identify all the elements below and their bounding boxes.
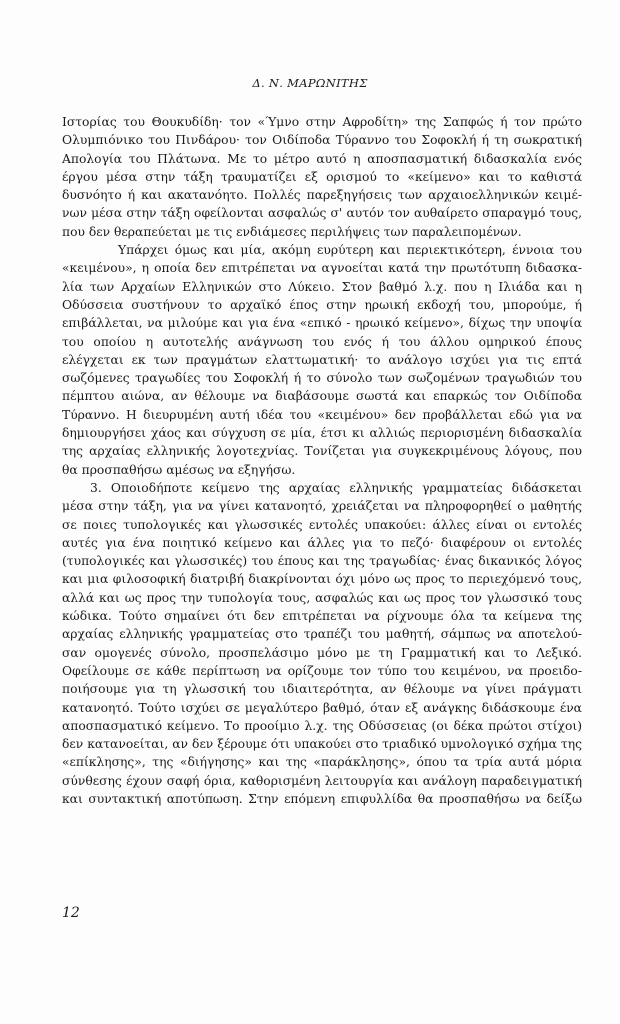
text-line: και συντακτική αποτύπωση. Στην επόμενη επιφυλλίδα θα προσπαθήσω να δείξω	[62, 791, 582, 806]
text-line: «κειμένου», η οποία δεν επιτρέπεται να αγνοείται κατά την πρωτότυπη διδασκα-	[62, 261, 582, 276]
text-line: σωζόμενες τραγωδίες του Σοφοκλή ή το σύνολο των σωζομένων τραγωδιών του	[62, 371, 582, 386]
text-line: αποσπασματικό κείμενο. Το προοίμιο λ.χ. της Οδύσσειας (οι δέκα πρώτοι στίχοι)	[62, 718, 582, 733]
text-line: αλλά και ως προς την τυπολογία τους, ασφαλώς και ως προς τον γλωσσικό τους	[62, 590, 582, 605]
text-line: λία των Αρχαίων Ελληνικών στο Λύκειο. Στον βαθμό λ.χ. που η Ιλιάδα και η	[62, 279, 582, 294]
text-line: Τύραννο. Η διευρυμένη αυτή ιδέα του «κειμένου» δεν προβάλλεται εδώ για να	[62, 407, 582, 422]
text-line: που δεν θεραπεύεται με τις ενδιάμεσες περιλήψεις των παραλειπομένων.	[62, 224, 522, 239]
text-line: κατανοητό. Τούτο ισχύει σε μεγαλύτερο βαθμό, όταν εξ ανάγκης διδάσκουμε ένα	[62, 700, 582, 715]
text-line: Απολογία του Πλάτωνα. Με το μέτρο αυτό η αποσπασματική διδασκαλία ενός	[62, 151, 582, 166]
text-line: ποιήσουμε για τη γλωσσική του ιδιαιτερότητα, αν θέλουμε να γίνει πράγματι	[62, 682, 582, 697]
text-line: Ιστορίας του Θουκυδίδη· τον «Ύμνο στην Αφροδίτη» της Σαπφώς ή τον πρώτο	[62, 115, 582, 129]
text-line: Οδύσσεια συστήνουν το αρχαϊκό έπος στην ηρωική εκδοχή του, μπορούμε, ή	[62, 297, 582, 312]
body-text	[62, 113, 582, 808]
text-line: νων μέσα στην τάξη οφείλονται ασφαλώς σ' αυτόν τον αυθαίρετο σπαραγμό τους,	[62, 206, 582, 221]
text-line: έργου μέσα στην τάξη τραυματίζει εξ ορισμού το «κείμενο» και το καθιστά	[62, 169, 582, 184]
text-line: σύνθεσης έχουν σαφή όρια, καθορισμένη λειτουργία και ανάλογη παραδειγματική	[62, 773, 582, 788]
text-line: κώδικα. Τούτο σημαίνει ότι δεν επιτρέπεται να ρίχνουμε όλα τα κείμενα της	[62, 609, 582, 624]
running-head: Δ. Ν. ΜΑΡΩΝΙΤΗΣ	[252, 76, 368, 90]
text-line: επιβάλλεται, να μιλούμε και για ένα «επικό - ηρωικό κείμενο», δίχως την υποψία	[62, 316, 582, 331]
text-line: ελέγχεται εκ των πραγμάτων ελαττωματική· το ανάλογο ισχύει για τις επτά	[62, 352, 582, 367]
text-line: πέμπτου αιώνα, αν θέλουμε να διαβάσουμε σωστά και επαρκώς τον Οιδίποδα	[62, 389, 582, 404]
text-line: 3. Οποιοδήποτε κείμενο της αρχαίας ελληνικής γραμματείας διδάσκεται	[90, 480, 582, 495]
text-line: του οποίου η αυτοτελής ανάγνωση του ενός ή του άλλου ομηρικού έπους	[62, 334, 582, 349]
text-line: σε ποιες τυπολογικές και γλωσσικές εντολές υπακούει: άλλες είναι οι εντολές	[62, 517, 582, 532]
paragraph-1	[62, 113, 582, 241]
text-line: και μια φιλοσοφική διατριβή διακρίνονται όχι μόνο ως προς το περιεχόμενό τους,	[62, 572, 582, 587]
text-line: Ολυμπιόνικο του Πινδάρου· τον Οιδίποδα Τύραννο του Σοφοκλή ή τη σωκρατική	[62, 133, 582, 148]
paragraph-2	[62, 241, 582, 479]
text-line: δημιουργήσει χάος και σύγχυση σε μία, έτσι κι αλλιώς περιορισμένη διδασκαλία	[62, 426, 582, 441]
text-line: θα προσπαθήσω αμέσως να εξηγήσω.	[62, 462, 296, 477]
text-line: σαν ομογενές σύνολο, προσπελάσιμο μόνο με τη Γραμματική και το Λεξικό.	[62, 645, 582, 660]
text-line: (τυπολογικές και γλωσσικές) του έπους και της τραγωδίας· ένας δικανικός λόγος	[62, 554, 582, 569]
paragraph-3	[62, 479, 582, 808]
text-line: δεν κατανοείται, αν δεν ξέρουμε ότι υπακούει στο τριαδικό υμνολογικό σχήμα της	[62, 737, 582, 752]
text-line: «επίκλησης», της «διήγησης» και της «παράκλησης», όπου τα τρία αυτά μόρια	[62, 755, 582, 770]
text-line: της αρχαίας ελληνικής λογοτεχνίας. Τονίζεται για συγκεκριμένους λόγους, που	[62, 444, 582, 459]
text-line: αρχαίας ελληνικής γραμματείας στο τραπέζι του μαθητή, σάμπως να αποτελού-	[62, 627, 582, 642]
text-line: αυτές για ένα ποιητικό κείμενο και άλλες για το πεζό· διαφέρουν οι εντολές	[62, 535, 582, 550]
text-line: Οφείλουμε σε κάθε περίπτωση να ορίζουμε τον τύπο του κειμένου, να προειδο-	[62, 663, 582, 678]
text-line: Υπάρχει όμως και μία, ακόμη ευρύτερη και περιεκτικότερη, έννοια του	[118, 243, 582, 258]
text-line: μέσα στην τάξη, για να γίνει κατανοητό, χρειάζεται να πληροφορηθεί ο μαθητής	[62, 499, 582, 514]
text-line: δυσνόητο ή και ακατανόητο. Πολλές παρεξηγήσεις των αρχαιοελληνικών κειμέ-	[62, 188, 582, 203]
page-number: 12	[62, 905, 80, 921]
